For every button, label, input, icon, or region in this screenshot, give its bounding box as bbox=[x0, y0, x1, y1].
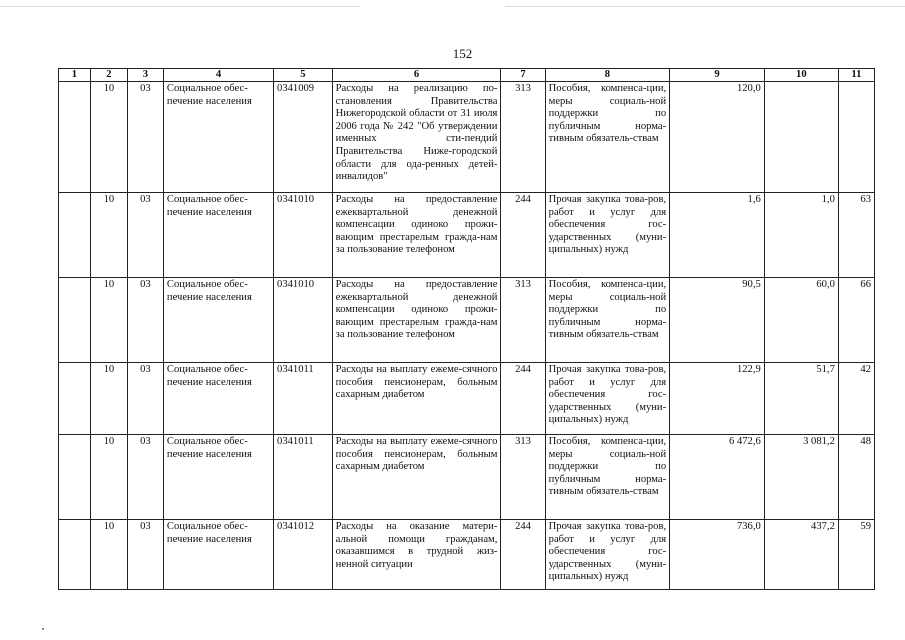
table-row bbox=[59, 520, 875, 590]
budget-table bbox=[58, 68, 875, 590]
cell-section-name: Социальное обес-печение населения bbox=[163, 363, 273, 435]
cell-subsection: 03 bbox=[127, 278, 163, 363]
cell-section: 10 bbox=[90, 520, 127, 590]
scan-edge-line-right bbox=[505, 6, 905, 7]
cell-expense-type-code: 244 bbox=[501, 363, 545, 435]
cell-expense-type-code: 313 bbox=[501, 82, 545, 193]
cell-target-code: 0341010 bbox=[274, 278, 333, 363]
header-col-3: 3 bbox=[127, 69, 163, 82]
cell-target-code: 0341009 bbox=[274, 82, 333, 193]
cell-expense-type-name: Прочая закупка това-ров, работ и услуг для обеспечения гос-ударственных (муни-ципальных) нужд bbox=[545, 193, 670, 278]
cell-section: 10 bbox=[90, 193, 127, 278]
page-number: 152 bbox=[452, 46, 473, 61]
cell-expense-type-name: Прочая закупка това-ров, работ и услуг для обеспечения гос-ударственных (муни-ципальных) нужд bbox=[545, 363, 670, 435]
cell-percent: 66 bbox=[838, 278, 874, 363]
header-col-2: 2 bbox=[90, 69, 127, 82]
cell-expense-type-name: Прочая закупка това-ров, работ и услуг для обеспечения гос-ударственных (муни-ципальных) нужд bbox=[545, 520, 670, 590]
cell-subsection: 03 bbox=[127, 520, 163, 590]
cell-expense-type-name: Пособия, компенса-ции, меры социаль-ной поддержки по публичным норма-тивным обязатель-ствам bbox=[545, 435, 670, 520]
cell-section-name: Социальное обес-печение населения bbox=[163, 193, 273, 278]
cell-section-name: Социальное обес-печение населения bbox=[163, 278, 273, 363]
cell-percent: 63 bbox=[838, 193, 874, 278]
cell-expense-description: Расходы на реализацию по-становления Правительства Нижегородской области от 31 июля 2006 года № 242 "Об утверждении именных сти-пендий Правительства Ниже-городской области для ода-ренных детей-инвалидов" bbox=[332, 82, 501, 193]
scan-edge-line-left bbox=[0, 6, 360, 7]
cell-amount-plan: 90,5 bbox=[670, 278, 765, 363]
cell-expense-type-code: 244 bbox=[501, 193, 545, 278]
cell-section-name: Социальное обес-печение населения bbox=[163, 520, 273, 590]
header-col-7: 7 bbox=[501, 69, 545, 82]
table-row bbox=[59, 82, 875, 193]
cell-col-1 bbox=[59, 363, 91, 435]
cell-section-name: Социальное обес-печение населения bbox=[163, 82, 273, 193]
cell-amount-actual: 437,2 bbox=[764, 520, 838, 590]
header-row bbox=[59, 69, 875, 82]
cell-amount-actual: 1,0 bbox=[764, 193, 838, 278]
cell-percent: 59 bbox=[838, 520, 874, 590]
table-row bbox=[59, 435, 875, 520]
cell-col-1 bbox=[59, 520, 91, 590]
cell-target-code: 0341012 bbox=[274, 520, 333, 590]
cell-amount-plan: 6 472,6 bbox=[670, 435, 765, 520]
cell-col-1 bbox=[59, 278, 91, 363]
cell-amount-plan: 736,0 bbox=[670, 520, 765, 590]
cell-expense-type-name: Пособия, компенса-ции, меры социаль-ной поддержки по публичным норма-тивным обязатель-ствам bbox=[545, 82, 670, 193]
cell-amount-actual: 51,7 bbox=[764, 363, 838, 435]
header-col-6: 6 bbox=[332, 69, 501, 82]
cell-subsection: 03 bbox=[127, 82, 163, 193]
cell-expense-description: Расходы на предоставление ежеквартальной денежной компенсации одиноко прожи-вающим престарелым гражда-нам за пользование телефоном bbox=[332, 193, 501, 278]
cell-amount-plan: 1,6 bbox=[670, 193, 765, 278]
cell-amount-plan: 122,9 bbox=[670, 363, 765, 435]
header-col-1: 1 bbox=[59, 69, 91, 82]
header-col-9: 9 bbox=[670, 69, 765, 82]
cell-percent bbox=[838, 82, 874, 193]
cell-col-1 bbox=[59, 82, 91, 193]
cell-expense-description: Расходы на оказание матери-альной помощи гражданам, оказавшимся в трудной жиз-ненной ситуации bbox=[332, 520, 501, 590]
cell-percent: 48 bbox=[838, 435, 874, 520]
table-row bbox=[59, 363, 875, 435]
cell-amount-plan: 120,0 bbox=[670, 82, 765, 193]
table-header bbox=[59, 69, 875, 82]
cell-expense-type-name: Пособия, компенса-ции, меры социаль-ной поддержки по публичным норма-тивным обязатель-ствам bbox=[545, 278, 670, 363]
cell-target-code: 0341010 bbox=[274, 193, 333, 278]
cell-percent: 42 bbox=[838, 363, 874, 435]
header-col-11: 11 bbox=[838, 69, 874, 82]
cell-subsection: 03 bbox=[127, 363, 163, 435]
cell-col-1 bbox=[59, 193, 91, 278]
cell-amount-actual: 60,0 bbox=[764, 278, 838, 363]
cell-col-1 bbox=[59, 435, 91, 520]
scan-speck bbox=[42, 628, 44, 630]
cell-subsection: 03 bbox=[127, 193, 163, 278]
cell-target-code: 0341011 bbox=[274, 435, 333, 520]
table-row bbox=[59, 193, 875, 278]
cell-expense-description: Расходы на предоставление ежеквартальной денежной компенсации одиноко прожи-вающим престарелым гражда-нам за пользование телефоном bbox=[332, 278, 501, 363]
cell-target-code: 0341011 bbox=[274, 363, 333, 435]
cell-section: 10 bbox=[90, 435, 127, 520]
cell-expense-description: Расходы на выплату ежеме-сячного пособия пенсионерам, больным сахарным диабетом bbox=[332, 363, 501, 435]
cell-subsection: 03 bbox=[127, 435, 163, 520]
header-col-4: 4 bbox=[163, 69, 273, 82]
header-col-8: 8 bbox=[545, 69, 670, 82]
cell-section: 10 bbox=[90, 278, 127, 363]
cell-expense-type-code: 313 bbox=[501, 435, 545, 520]
cell-amount-actual bbox=[764, 82, 838, 193]
cell-section: 10 bbox=[90, 82, 127, 193]
cell-section-name: Социальное обес-печение населения bbox=[163, 435, 273, 520]
cell-section: 10 bbox=[90, 363, 127, 435]
header-col-10: 10 bbox=[764, 69, 838, 82]
header-col-5: 5 bbox=[274, 69, 333, 82]
cell-expense-description: Расходы на выплату ежеме-сячного пособия пенсионерам, больным сахарным диабетом bbox=[332, 435, 501, 520]
table-body bbox=[59, 82, 875, 590]
cell-expense-type-code: 313 bbox=[501, 278, 545, 363]
cell-expense-type-code: 244 bbox=[501, 520, 545, 590]
table-row bbox=[59, 278, 875, 363]
cell-amount-actual: 3 081,2 bbox=[764, 435, 838, 520]
